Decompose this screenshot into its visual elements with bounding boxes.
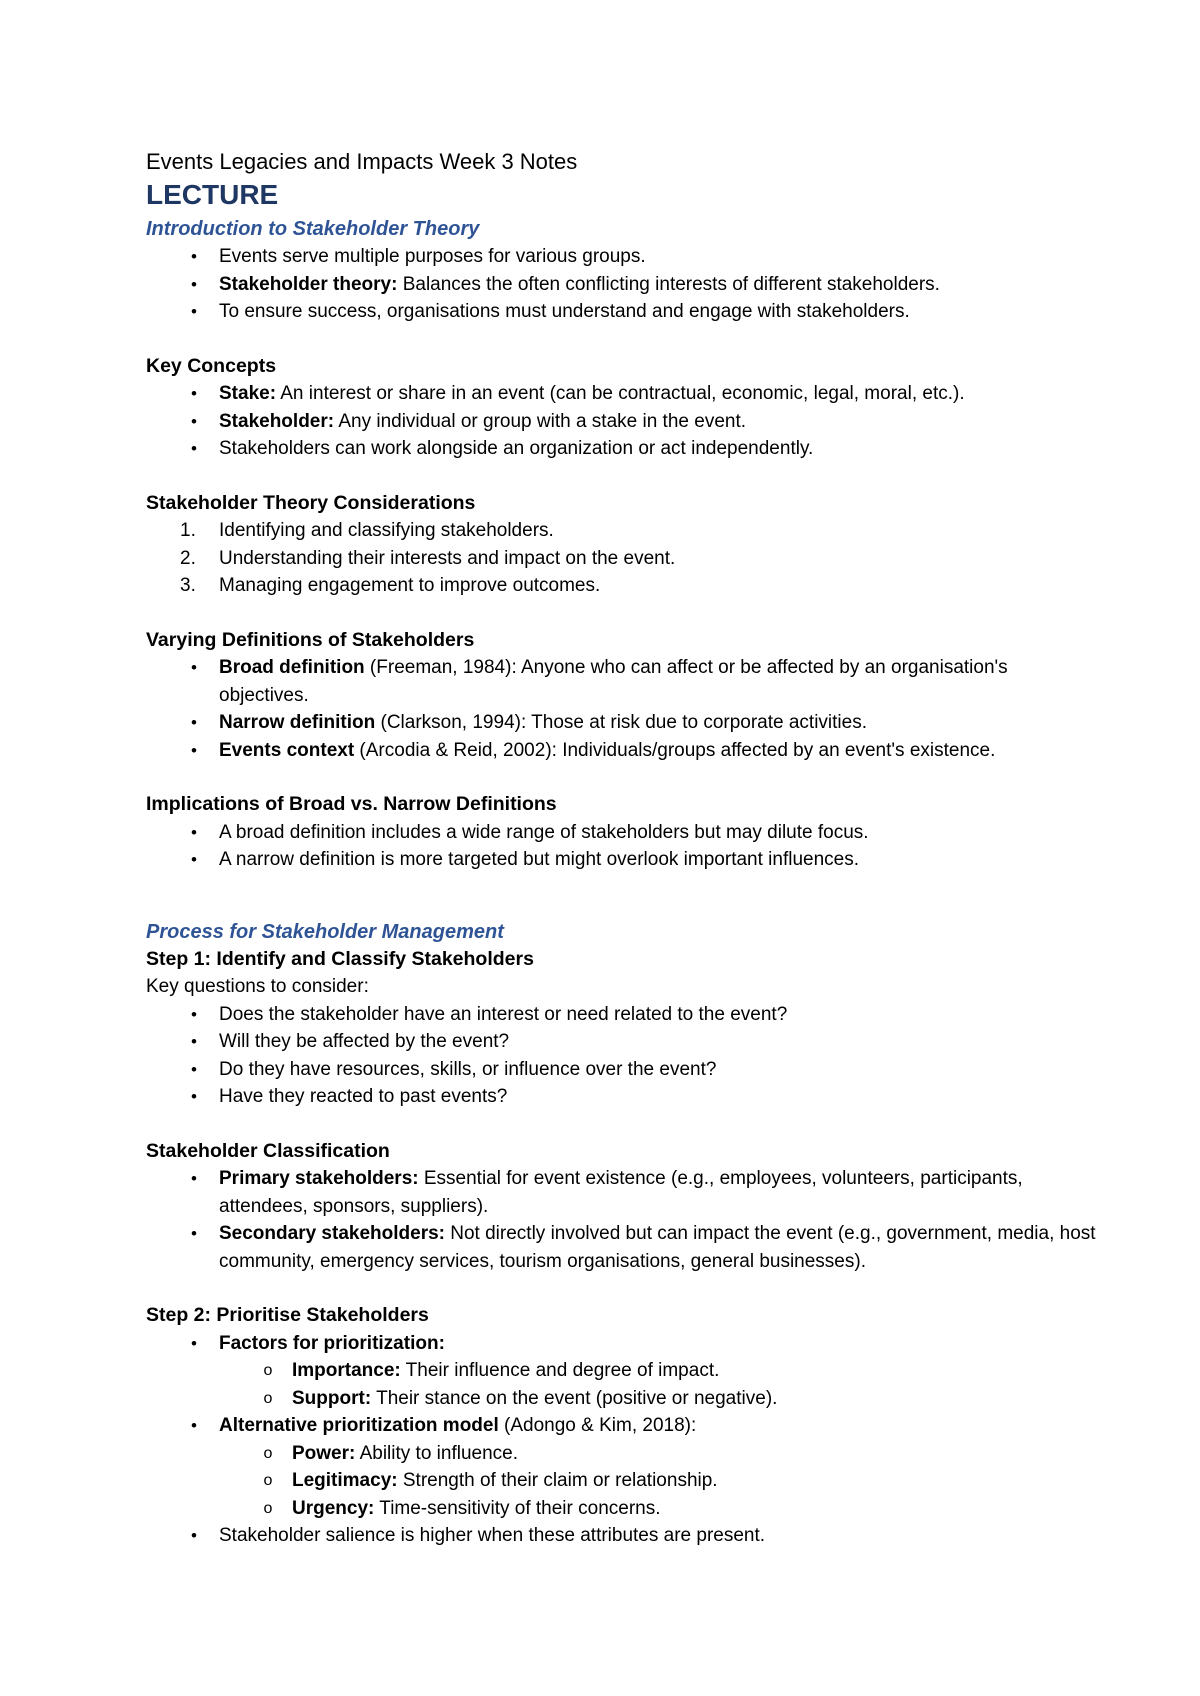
key-concepts-list — [146, 380, 1100, 463]
list-item — [146, 1220, 1100, 1275]
item-text: A narrow definition is more targeted but might overlook important influences. — [219, 849, 859, 870]
list-item — [146, 1083, 1100, 1111]
bullet-marker: • — [191, 1224, 197, 1243]
numbered-item — [146, 545, 1100, 573]
item-text: A broad definition includes a wide range of stakeholders but may dilute focus. — [219, 821, 869, 843]
item-bold: Legitimacy: — [292, 1470, 398, 1491]
item-bold: Factors for prioritization: — [219, 1332, 445, 1354]
process-heading: Process for Stakeholder Management — [146, 920, 504, 943]
list-item — [146, 846, 1100, 874]
item-text: Not directly involved but can impact the event (e.g., government, media, host community, emergency services, tourism organisations, general businesses). — [219, 1223, 1096, 1272]
considerations-list — [146, 517, 1100, 600]
list-item — [146, 819, 1100, 847]
item-bold: Importance: — [292, 1360, 401, 1381]
bullet-marker: • — [191, 1087, 197, 1106]
item-text: An interest or share in an event (can be contractual, economic, legal, moral, etc.). — [276, 383, 965, 404]
list-item — [146, 1028, 1100, 1056]
list-item — [146, 271, 1100, 299]
item-bold: Alternative prioritization model — [219, 1415, 499, 1436]
list-item — [146, 1165, 1100, 1220]
classification-list — [146, 1165, 1100, 1275]
item-text: Balances the often conflicting interests of different stakeholders. — [397, 273, 940, 295]
intro-heading: Introduction to Stakeholder Theory — [146, 218, 480, 240]
bullet-marker: • — [191, 1526, 197, 1545]
list-item — [146, 654, 1100, 709]
sub-list-item — [146, 1495, 1100, 1523]
item-text: Their influence and degree of impact. — [400, 1360, 720, 1381]
bullet-marker: • — [191, 1059, 197, 1079]
list-item — [146, 298, 1100, 326]
item-text: Does the stakeholder have an interest or need related to the event? — [219, 1003, 788, 1025]
bullet-marker: • — [191, 1169, 197, 1188]
sub-bullet-marker: o — [263, 1389, 273, 1407]
bullet-marker: • — [191, 713, 197, 732]
item-bold: Primary stakeholders: — [219, 1168, 419, 1189]
implications-heading: Implications of Broad vs. Narrow Definitions — [146, 793, 557, 815]
list-item — [146, 1522, 1100, 1550]
number-marker: 2. — [180, 547, 196, 569]
step2-list — [146, 1330, 1100, 1550]
item-text: Identifying and classifying stakeholders. — [219, 520, 554, 541]
key-questions-list — [146, 1001, 1100, 1111]
implications-list — [146, 819, 1100, 874]
bullet-marker: • — [191, 274, 197, 294]
sub-list-item — [146, 1385, 1100, 1413]
item-bold: Secondary stakeholders: — [219, 1223, 445, 1244]
bullet-marker: • — [191, 247, 197, 266]
item-text: Do they have resources, skills, or influence over the event? — [219, 1058, 717, 1080]
item-bold: Narrow definition — [219, 712, 376, 733]
item-text: Stakeholder salience is higher when these attributes are present. — [219, 1525, 766, 1546]
bullet-marker: • — [191, 1333, 197, 1353]
item-text: (Freeman, 1984): Anyone who can affect or be affected by an organisation's objectives. — [219, 657, 1008, 706]
numbered-item — [146, 572, 1100, 600]
bullet-marker: • — [191, 1004, 197, 1024]
item-text: Events serve multiple purposes for various groups. — [219, 246, 646, 267]
number-marker: 3. — [180, 575, 196, 596]
numbered-item — [146, 517, 1100, 545]
list-item — [146, 1001, 1100, 1029]
list-item — [146, 243, 1100, 271]
bullet-marker: • — [191, 384, 197, 403]
item-bold: Urgency: — [292, 1497, 375, 1519]
item-bold: Stakeholder: — [219, 410, 335, 432]
sub-list-item — [146, 1467, 1100, 1495]
item-text: Understanding their interests and impact on the event. — [219, 547, 676, 569]
item-text: Their stance on the event (positive or negative). — [371, 1387, 778, 1409]
bullet-marker: • — [191, 1416, 197, 1435]
step1-heading: Step 1: Identify and Classify Stakeholders — [146, 947, 534, 970]
sub-bullet-marker: o — [263, 1362, 273, 1379]
item-bold: Support: — [292, 1387, 372, 1409]
bullet-marker: • — [191, 411, 197, 431]
list-item — [146, 408, 1100, 436]
sub-bullet-marker: o — [263, 1499, 273, 1517]
bullet-marker: • — [191, 740, 197, 760]
sub-bullet-marker: o — [263, 1444, 273, 1462]
list-item — [146, 737, 1100, 765]
list-item — [146, 1330, 1100, 1358]
sub-list-item — [146, 1440, 1100, 1468]
item-text: Ability to influence. — [355, 1442, 519, 1464]
list-item — [146, 435, 1100, 463]
item-text: Essential for event existence (e.g., employees, volunteers, participants, attendees, sponsors, suppliers). — [219, 1168, 1023, 1217]
item-bold: Stakeholder theory: — [219, 273, 398, 295]
item-bold: Events context — [219, 739, 355, 761]
item-text: Strength of their claim or relationship. — [397, 1470, 718, 1491]
item-text: (Arcodia & Reid, 2002): Individuals/groups affected by an event's existence. — [354, 739, 996, 761]
sub-list-item — [146, 1357, 1100, 1385]
bullet-marker: • — [191, 658, 197, 677]
definitions-list — [146, 654, 1100, 764]
item-bold: Broad definition — [219, 657, 365, 678]
list-item — [146, 1056, 1100, 1084]
bullet-marker: • — [191, 822, 197, 842]
item-text: To ensure success, organisations must understand and engage with stakeholders. — [219, 301, 910, 322]
item-text: Will they be affected by the event? — [219, 1031, 510, 1052]
item-text: (Clarkson, 1994): Those at risk due to corporate activities. — [375, 712, 867, 733]
classification-heading: Stakeholder Classification — [146, 1139, 390, 1162]
list-item — [146, 1412, 1100, 1440]
step2-heading: Step 2: Prioritise Stakeholders — [146, 1304, 429, 1326]
key-concepts-heading: Key Concepts — [146, 354, 277, 377]
item-bold: Power: — [292, 1442, 356, 1464]
definitions-heading: Varying Definitions of Stakeholders — [146, 628, 475, 651]
item-text: Time-sensitivity of their concerns. — [374, 1497, 661, 1519]
item-text: Managing engagement to improve outcomes. — [219, 575, 601, 596]
bullet-marker: • — [191, 1032, 197, 1051]
document-title: Events Legacies and Impacts Week 3 Notes — [146, 149, 578, 174]
bullet-marker: • — [191, 302, 197, 321]
item-text: Have they reacted to past events? — [219, 1086, 508, 1107]
item-text: (Adongo & Kim, 2018): — [498, 1415, 697, 1436]
bullet-marker: • — [191, 850, 197, 869]
list-item — [146, 709, 1100, 737]
list-item — [146, 380, 1100, 408]
considerations-heading: Stakeholder Theory Considerations — [146, 491, 476, 514]
item-text: Stakeholders can work alongside an organization or act independently. — [219, 438, 814, 459]
lecture-heading: LECTURE — [146, 179, 279, 210]
intro-list — [146, 243, 1100, 326]
item-text: Any individual or group with a stake in the event. — [334, 410, 747, 432]
bullet-marker: • — [191, 439, 197, 458]
key-questions-label: Key questions to consider: — [146, 976, 369, 997]
sub-bullet-marker: o — [263, 1472, 273, 1489]
number-marker: 1. — [180, 520, 196, 541]
item-bold: Stake: — [219, 383, 277, 404]
